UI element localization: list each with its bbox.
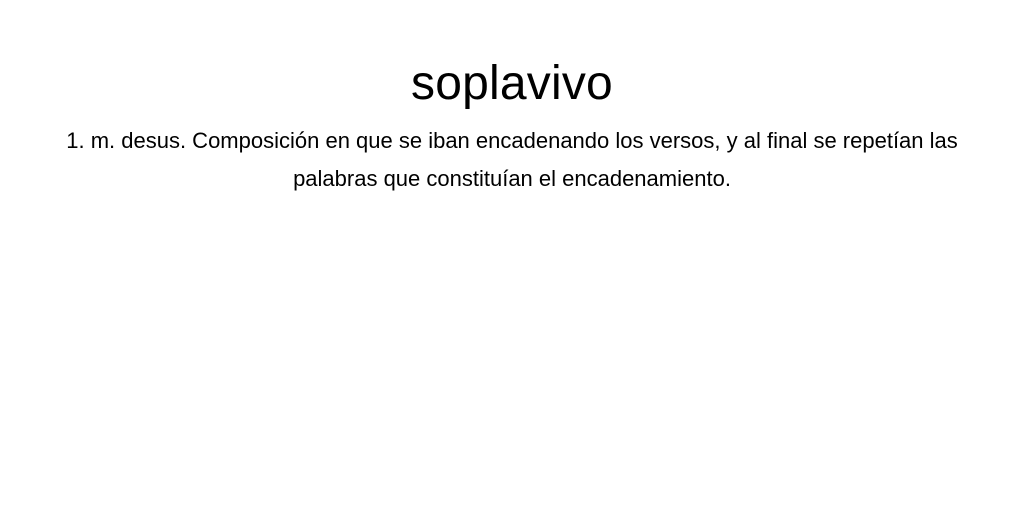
headword-title: soplavivo <box>411 57 613 110</box>
definition-text: 1. m. desus. Composición en que se iban encadenando los versos, y al final se repetían las palabras que constituían el encadenamiento. <box>66 128 958 191</box>
